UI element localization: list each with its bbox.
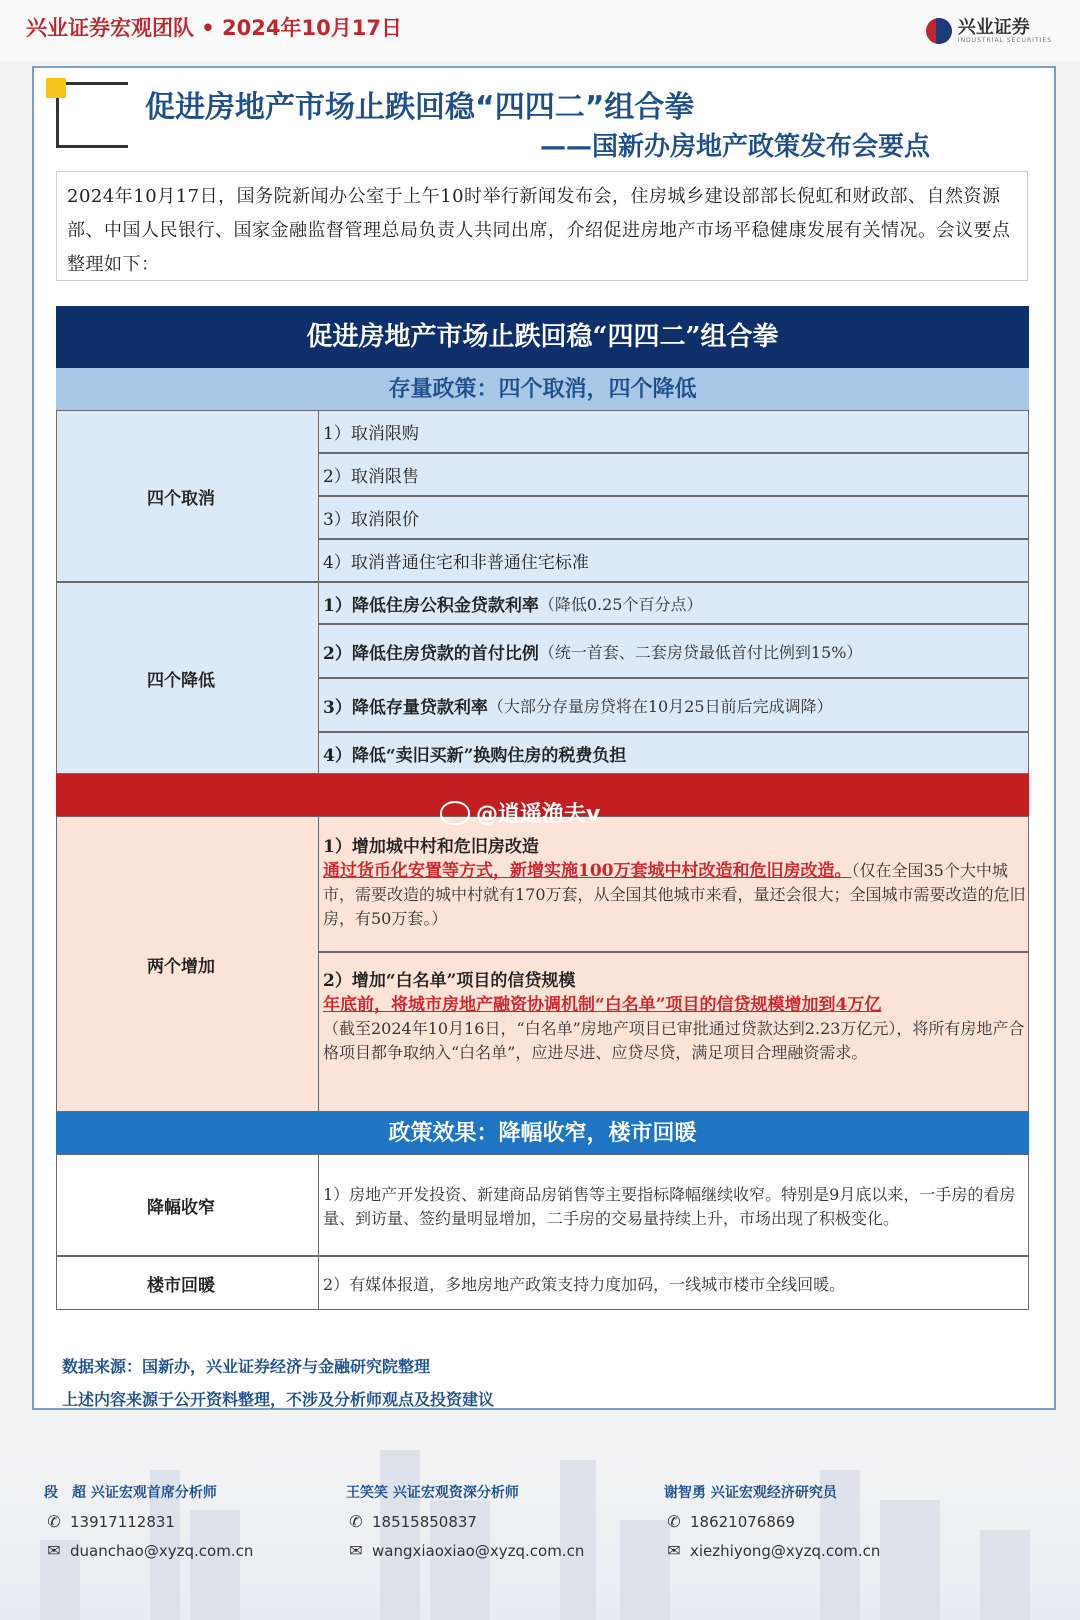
add-item-title: 1）增加城中村和危旧房改造 [323, 837, 539, 857]
doc-title: 促进房地产市场止跌回稳“四四二”组合拳 [145, 90, 695, 125]
add-item-note: （截至2024年10月16日，“白名单”房地产项目已审批通过贷款达到2.23万亿元），将所有房地产合格项目都争取纳入“白名单”，应进尽进、应贷尽贷，满足项目合理融资需求。 [323, 1019, 1025, 1062]
contact-card [346, 1482, 584, 1560]
mail-icon: ✉ [667, 1541, 681, 1560]
data-source-note: 数据来源：国新办，兴业证券经济与金融研究院整理 [62, 1357, 431, 1376]
lower-item [318, 678, 1029, 732]
phone-icon: ✆ [667, 1512, 681, 1531]
disclaimer-note: 上述内容来源于公开资料整理，不涉及分析师观点及投资建议 [62, 1390, 495, 1409]
add-item-2 [318, 952, 1029, 1112]
cancel-item: 1）取消限购 [318, 410, 1029, 453]
add-item-highlight: 通过货币化安置等方式，新增实施100万套城中村改造和危旧房改造。 [323, 861, 852, 881]
skyline-building [980, 1530, 1030, 1620]
lower-item-main: 2）降低住房贷款的首付比例 [323, 643, 539, 664]
contact-email: xiezhiyong@xyzq.com.cn [690, 1541, 881, 1560]
mail-icon: ✉ [349, 1541, 363, 1560]
effect-text: 2）有媒体报道，多地房地产政策支持力度加码，一线城市楼市全线回暖。 [323, 1274, 846, 1294]
contact-card [44, 1482, 253, 1560]
cancel-item: 2）取消限售 [318, 453, 1029, 496]
title-accent-square [46, 78, 66, 98]
lower-item [318, 732, 1029, 774]
lower-item [318, 624, 1029, 678]
contact-phone: 18515850837 [372, 1512, 477, 1531]
lower-item-main: 1）降低住房公积金贷款利率 [323, 595, 539, 616]
lower-item-main: 4）降低“卖旧买新”换购住房的税费负担 [323, 745, 627, 766]
brand-logo [926, 18, 1052, 44]
weibo-icon [440, 801, 470, 825]
contact-phone: 13917112831 [70, 1512, 175, 1531]
lower-item-main: 3）降低存量贷款利率 [323, 697, 488, 718]
phone-icon: ✆ [47, 1512, 61, 1531]
effect-item-2 [318, 1256, 1029, 1310]
lower-item-note: （统一首套、二套房贷最低首付比例到15%） [538, 642, 863, 662]
skyline-building [620, 1520, 670, 1620]
contact-phone: 18621076869 [690, 1512, 795, 1531]
effect-text: 1）房地产开发投资、新建商品房销售等主要指标降幅继续收窄。特别是9月底以来，一手房的看房量、到访量、签约量明显增加，二手房的交易量持续上升，市场出现了积极变化。 [323, 1185, 1016, 1228]
contact-email: duanchao@xyzq.com.cn [70, 1541, 254, 1560]
add-item-title: 2）增加“白名单”项目的信贷规模 [323, 971, 576, 991]
intro-paragraph: 2024年10月17日，国务院新闻办公室于上午10时举行新闻发布会，住房城乡建设部部长倪虹和财政部、自然资源部、中国人民银行、国家金融监督管理总局负责人共同出席，介绍促进房地产市场平稳健康发展有关情况。会议要点整理如下： [56, 171, 1028, 281]
row-label-lower: 四个降低 [56, 582, 319, 774]
title-bracket-decoration [56, 82, 128, 148]
logo-sub: INDUSTRIAL SECURITIES [957, 36, 1052, 44]
brand-logo-icon [926, 18, 952, 44]
section-header-stock-policy: 存量政策：四个取消，四个降低 [56, 368, 1029, 410]
add-item-highlight: 年底前，将城市房地产融资协调机制“白名单”项目的信贷规模增加到4万亿 [323, 995, 882, 1015]
logo-text: 兴业证券 [957, 16, 1030, 38]
section-header-effect: 政策效果：降幅收窄，楼市回暖 [56, 1112, 1029, 1154]
lower-item-note: （大部分存量房贷将在10月25日前后完成调降） [487, 696, 833, 716]
row-label-recovery: 楼市回暖 [56, 1256, 319, 1310]
table-title: 促进房地产市场止跌回稳“四四二”组合拳 [56, 306, 1029, 368]
top-bar [0, 0, 1080, 62]
lower-item [318, 582, 1029, 624]
weibo-watermark [440, 797, 600, 828]
doc-subtitle: ——国新办房地产政策发布会要点 [539, 132, 930, 162]
add-item-note: （仅在全国35个大中城市，需要改造的城中村就有170万套，从全国其他城市来看，量还会很大；全国城市需要改造的危旧房，有50万套。） [323, 861, 1026, 928]
row-label-cancel: 四个取消 [56, 410, 319, 582]
row-label-narrowing: 降幅收窄 [56, 1154, 319, 1256]
watermark-text: @逍遥渔夫v [476, 802, 601, 827]
cancel-item: 4）取消普通住宅和非普通住宅标准 [318, 539, 1029, 582]
contact-name: 段 超 兴证宏观首席分析师 [44, 1485, 217, 1501]
contact-email: wangxiaoxiao@xyzq.com.cn [372, 1541, 585, 1560]
header-title: 兴业证券宏观团队 • 2024年10月17日 [26, 16, 402, 40]
phone-icon: ✆ [349, 1512, 363, 1531]
add-item-1 [318, 816, 1029, 952]
contact-name: 谢智勇 兴证宏观经济研究员 [664, 1485, 837, 1501]
contact-name: 王笑笑 兴证宏观资深分析师 [346, 1485, 519, 1501]
effect-item-1 [318, 1154, 1029, 1256]
skyline-building [880, 1500, 940, 1620]
mail-icon: ✉ [47, 1541, 61, 1560]
lower-item-note: （降低0.25个百分点） [538, 594, 703, 614]
cancel-item: 3）取消限价 [318, 496, 1029, 539]
contact-card [664, 1482, 880, 1560]
row-label-add: 两个增加 [56, 816, 319, 1112]
